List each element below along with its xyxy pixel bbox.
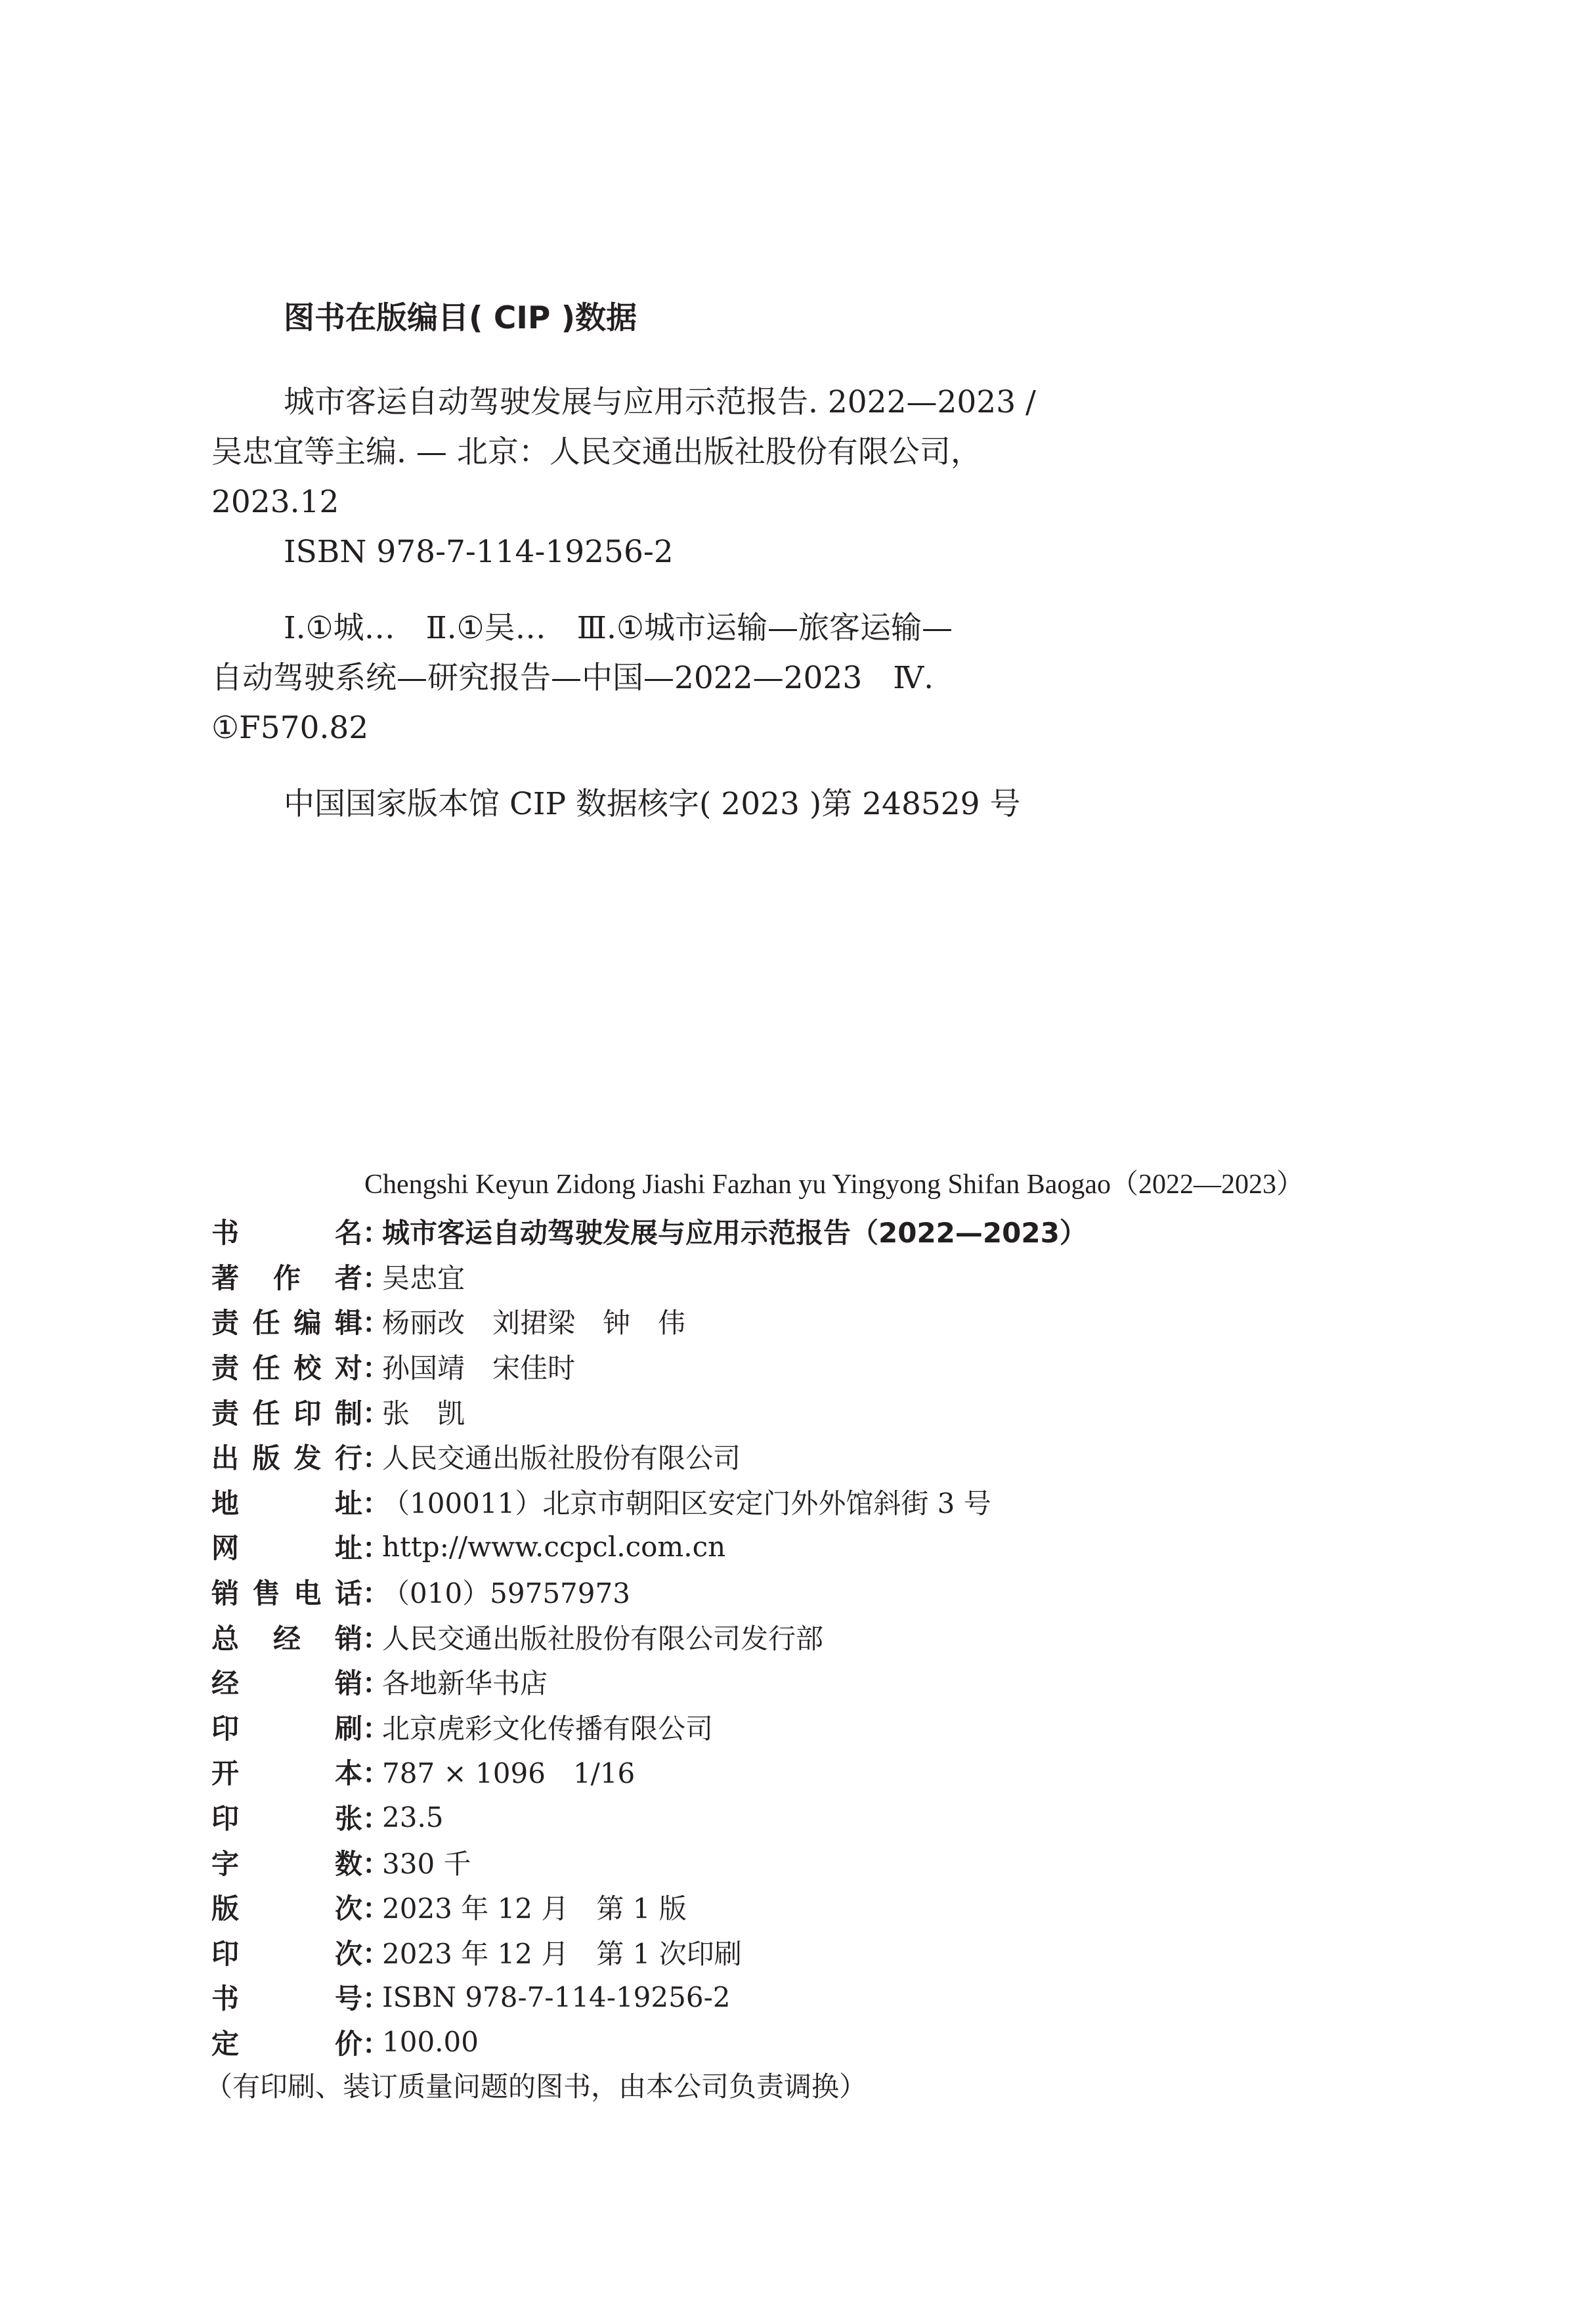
imprint-label xyxy=(211,1212,362,1251)
imprint-row xyxy=(211,1209,1393,1254)
imprint-label-char: 书 xyxy=(211,1982,240,2015)
imprint-value: http://www.ccpcl.com.cn xyxy=(382,1530,726,1563)
imprint-label-char: 电 xyxy=(293,1577,322,1610)
imprint-label-char: 总 xyxy=(211,1622,240,1655)
imprint-colon: ： xyxy=(362,1307,391,1340)
cip-heading: 图书在版编目( CIP )数据 xyxy=(284,300,637,336)
imprint-label-char: 印 xyxy=(293,1397,322,1430)
imprint-colon: ： xyxy=(362,1892,391,1925)
imprint-row xyxy=(211,1434,1393,1479)
imprint-value: 330 千 xyxy=(382,1847,471,1880)
imprint-value: 2023 年 12 月 第 1 次印刷 xyxy=(382,1937,742,1970)
imprint-row xyxy=(211,1569,1393,1615)
imprint-label-char: 号 xyxy=(334,1982,362,2015)
imprint-label-char: 地 xyxy=(211,1487,240,1520)
imprint-label-char: 销 xyxy=(211,1577,240,1610)
imprint-row xyxy=(211,1795,1393,1840)
imprint-value: 北京虎彩文化传播有限公司 xyxy=(382,1712,714,1745)
cip-title-line-1: 城市客运自动驾驶发展与应用示范报告. 2022—2023 / xyxy=(284,384,1036,420)
imprint-label-char: 字 xyxy=(211,1847,240,1880)
imprint-label-char: 价 xyxy=(334,2027,362,2060)
imprint-label-char: 制 xyxy=(334,1397,362,1430)
imprint-row xyxy=(211,1524,1393,1569)
imprint-colon: ： xyxy=(362,1667,391,1700)
imprint-label xyxy=(211,1527,362,1566)
cip-isbn: ISBN 978-7-114-19256-2 xyxy=(284,534,674,570)
cip-block xyxy=(211,299,1196,829)
imprint-label-char: 作 xyxy=(272,1261,301,1294)
imprint-row xyxy=(211,1614,1393,1659)
imprint-row xyxy=(211,1975,1393,2020)
imprint-label-char: 经 xyxy=(272,1622,301,1655)
imprint-label-char: 编 xyxy=(293,1307,322,1340)
imprint-colon: ： xyxy=(362,1847,391,1880)
imprint-value: 2023 年 12 月 第 1 版 xyxy=(382,1892,687,1925)
imprint-label-char: 出 xyxy=(211,1442,240,1475)
imprint-label-char: 刷 xyxy=(334,1712,362,1745)
imprint-label-char: 销 xyxy=(334,1667,362,1700)
imprint-label-char: 印 xyxy=(211,1937,240,1970)
imprint-colon: ： xyxy=(362,1442,391,1475)
imprint-label xyxy=(211,1887,362,1927)
imprint-label-char: 次 xyxy=(334,1892,362,1925)
imprint-row xyxy=(211,1839,1393,1885)
imprint-value: 城市客运自动驾驶发展与应用示范报告（2022—2023） xyxy=(382,1217,1087,1250)
pinyin-title: Chengshi Keyun Zidong Jiashi Fazhan yu Yingyong Shifan Baogao（2022—2023） xyxy=(364,1170,1304,1200)
imprint-colon: ： xyxy=(362,1982,391,2015)
imprint-label xyxy=(211,1302,362,1341)
imprint-label-char: 责 xyxy=(211,1397,240,1430)
imprint-value: 人民交通出版社股份有限公司发行部 xyxy=(382,1622,824,1655)
imprint-row xyxy=(211,1885,1393,1930)
imprint-label xyxy=(211,1392,362,1432)
imprint-label-char: 校 xyxy=(293,1352,322,1385)
cip-check-number: 中国国家版本馆 CIP 数据核字( 2023 )第 248529 号 xyxy=(284,786,1021,822)
imprint-row xyxy=(211,1705,1393,1750)
imprint-label-char: 书 xyxy=(211,1217,240,1250)
imprint-label-char: 开 xyxy=(211,1757,240,1790)
imprint-label xyxy=(211,1572,362,1611)
imprint-colon: ： xyxy=(362,1217,391,1250)
imprint-label-char: 发 xyxy=(293,1442,322,1475)
imprint-row xyxy=(211,1659,1393,1705)
imprint-colon: ： xyxy=(362,1803,391,1835)
imprint-label-char: 次 xyxy=(334,1937,362,1970)
imprint-row xyxy=(211,1749,1393,1795)
imprint-value: 吴忠宜 xyxy=(382,1261,465,1294)
imprint-value: 各地新华书店 xyxy=(382,1667,548,1700)
imprint-label xyxy=(211,1752,362,1791)
imprint-label xyxy=(211,1662,362,1701)
cip-title-line-3: 2023.12 xyxy=(211,484,339,520)
cip-title-line-2: 吴忠宜等主编. — 北京：人民交通出版社股份有限公司， xyxy=(211,434,981,470)
imprint-colon: ： xyxy=(362,1712,391,1745)
imprint-row xyxy=(211,1930,1393,1975)
imprint-label-char: 售 xyxy=(252,1577,280,1610)
imprint-row xyxy=(211,1389,1393,1434)
imprint-rows xyxy=(211,1209,1393,2065)
imprint-label xyxy=(211,1257,362,1296)
imprint-row xyxy=(211,1344,1393,1389)
quality-note: （有印刷、装订质量问题的图书，由本公司负责调换） xyxy=(205,2070,867,2103)
imprint-label-char: 址 xyxy=(334,1532,362,1565)
imprint-value: 787 × 1096 1/16 xyxy=(382,1757,636,1790)
imprint-label xyxy=(211,1843,362,1882)
imprint-label-char: 印 xyxy=(211,1803,240,1835)
imprint-label-char: 经 xyxy=(211,1667,240,1700)
imprint-label-char: 著 xyxy=(211,1261,240,1294)
imprint-label-char: 销 xyxy=(334,1622,362,1655)
imprint-label-char: 任 xyxy=(252,1307,280,1340)
imprint-colon: ： xyxy=(362,1261,391,1294)
imprint-colon: ： xyxy=(362,1532,391,1565)
imprint-label xyxy=(211,1437,362,1476)
imprint-label xyxy=(211,1347,362,1386)
imprint-row xyxy=(211,1299,1393,1344)
imprint-row xyxy=(211,1254,1393,1300)
imprint-label-char: 对 xyxy=(334,1352,362,1385)
imprint-label-char: 印 xyxy=(211,1712,240,1745)
imprint-value: 孙国靖 宋佳时 xyxy=(382,1352,576,1385)
imprint-label xyxy=(211,1482,362,1521)
imprint-label xyxy=(211,1797,362,1837)
imprint-colon: ： xyxy=(362,1757,391,1790)
imprint-label-char: 话 xyxy=(334,1577,362,1610)
imprint-label xyxy=(211,1617,362,1657)
imprint-label xyxy=(211,1707,362,1747)
imprint-label xyxy=(211,1933,362,1972)
cip-subject-line-3: ①F570.82 xyxy=(211,710,369,746)
imprint-colon: ： xyxy=(362,1487,391,1520)
imprint-label-char: 张 xyxy=(334,1803,362,1835)
cip-subject-line-1: Ⅰ.①城… Ⅱ.①吴… Ⅲ.①城市运输—旅客运输— xyxy=(284,610,953,646)
imprint-value: 人民交通出版社股份有限公司 xyxy=(382,1442,741,1475)
imprint-label-char: 版 xyxy=(211,1892,240,1925)
imprint-value: （100011）北京市朝阳区安定门外外馆斜街 3 号 xyxy=(382,1487,991,1520)
imprint-value: 23.5 xyxy=(382,1801,444,1833)
imprint-colon: ： xyxy=(362,1577,391,1610)
imprint-colon: ： xyxy=(362,1937,391,1970)
imprint-label-char: 版 xyxy=(252,1442,280,1475)
imprint-value: 杨丽改 刘捃梁 钟 伟 xyxy=(382,1307,686,1340)
imprint-value: 100.00 xyxy=(382,2026,479,2059)
imprint-value: ISBN 978-7-114-19256-2 xyxy=(382,1980,731,2013)
imprint-label-char: 数 xyxy=(334,1847,362,1880)
imprint-colon: ： xyxy=(362,1397,391,1430)
imprint-block xyxy=(205,1209,1393,2109)
imprint-label-char: 名 xyxy=(334,1217,362,1250)
imprint-label-char: 责 xyxy=(211,1307,240,1340)
imprint-label-char: 责 xyxy=(211,1352,240,1385)
imprint-row xyxy=(211,2020,1393,2065)
imprint-value: 张 凯 xyxy=(382,1397,465,1430)
imprint-label-char: 址 xyxy=(334,1487,362,1520)
cip-subject-line-2: 自动驾驶系统—研究报告—中国—2022—2023 Ⅳ. xyxy=(211,660,934,696)
imprint-label-char: 任 xyxy=(252,1397,280,1430)
imprint-label-char: 者 xyxy=(334,1261,362,1294)
imprint-label xyxy=(211,2023,362,2062)
imprint-colon: ： xyxy=(362,2027,391,2060)
imprint-colon: ： xyxy=(362,1622,391,1655)
imprint-label-char: 网 xyxy=(211,1532,240,1565)
imprint-row xyxy=(211,1479,1393,1525)
imprint-label-char: 定 xyxy=(211,2027,240,2060)
imprint-value: （010）59757973 xyxy=(382,1577,630,1610)
imprint-label-char: 行 xyxy=(334,1442,362,1475)
imprint-colon: ： xyxy=(362,1352,391,1385)
imprint-label xyxy=(211,1977,362,2017)
imprint-label-char: 本 xyxy=(334,1757,362,1790)
imprint-label-char: 辑 xyxy=(334,1307,362,1340)
imprint-label-char: 任 xyxy=(252,1352,280,1385)
